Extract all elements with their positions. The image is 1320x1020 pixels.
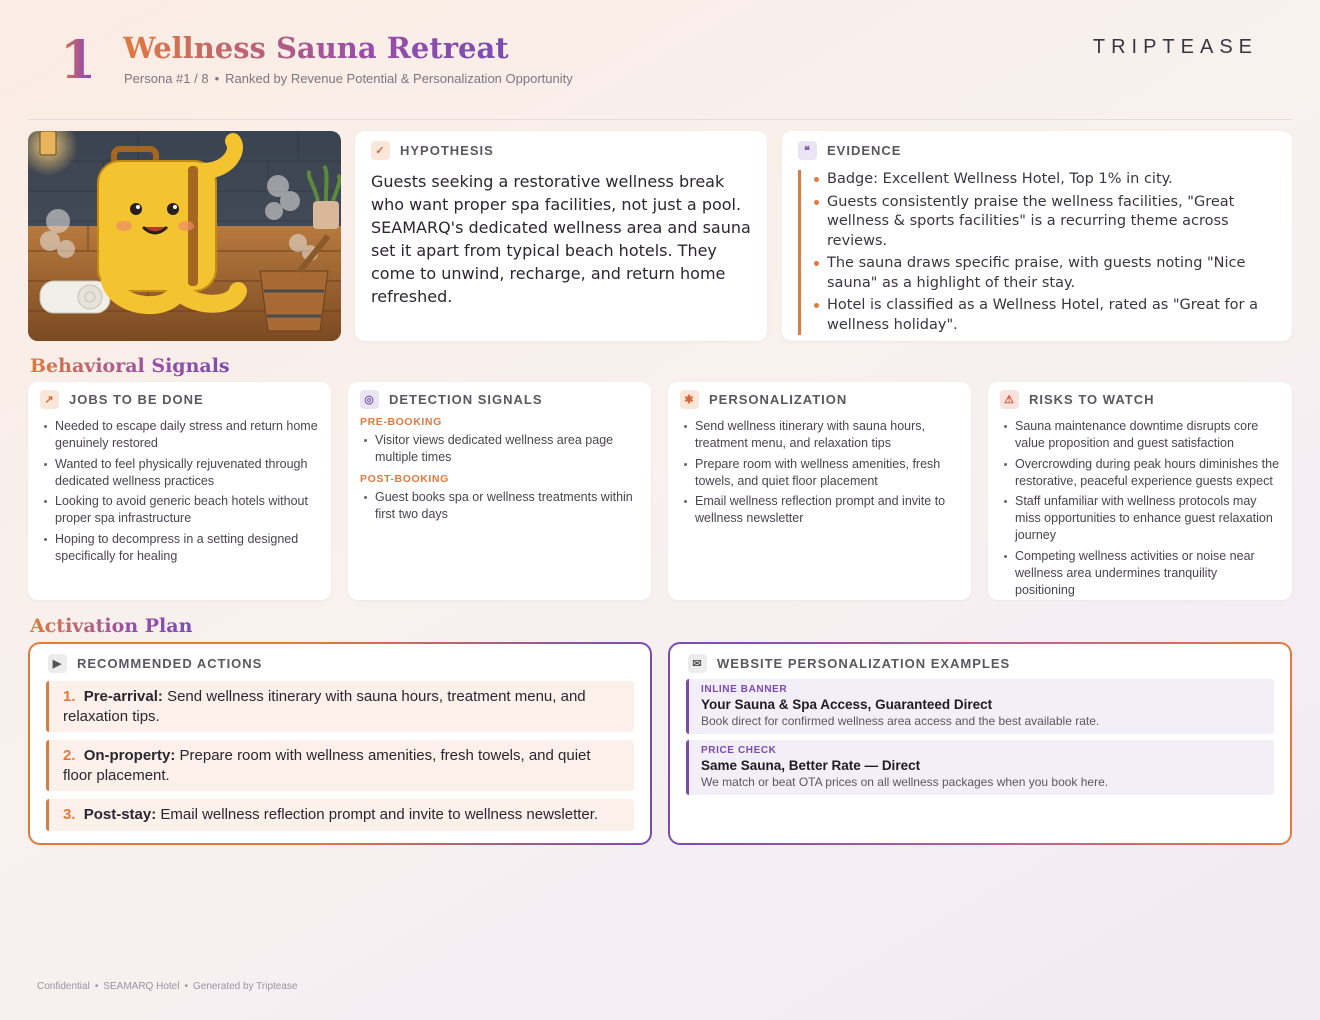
evidence-item: Badge: Excellent Wellness Hotel, Top 1% in city.	[813, 170, 1276, 190]
footer: Confidential • SEAMARQ Hotel • Generated by Triptease	[37, 981, 298, 992]
action-text: Email wellness reflection prompt and invite to wellness newsletter.	[160, 806, 599, 823]
detection-heading: DETECTION SIGNALS	[389, 392, 543, 407]
hypothesis-card	[355, 131, 767, 341]
page-subtitle: Persona #1 / 8 • Ranked by Revenue Potential & Personalization Opportunity	[124, 71, 573, 86]
list-item: Wanted to feel physically rejuvenated through dedicated wellness practices	[40, 456, 319, 490]
example-title: Same Sauna, Better Rate — Direct	[701, 758, 921, 773]
quote-icon: ❝	[798, 141, 817, 160]
example-description: We match or beat OTA prices on all wellness packages when you book here.	[701, 775, 1109, 789]
header-divider	[28, 119, 1292, 120]
post-booking-list	[360, 489, 639, 523]
evidence-item: The sauna draws specific praise, with guests noting "Nice sauna" as a highlight of their stay.	[813, 254, 1276, 293]
example-tag: INLINE BANNER	[701, 684, 788, 695]
detection-header	[360, 390, 639, 409]
example-title: Your Sauna & Spa Access, Guaranteed Direct	[701, 697, 993, 712]
list-item: Looking to avoid generic beach hotels without proper spa infrastructure	[40, 493, 319, 527]
sauna-mascot-illustration	[28, 131, 341, 341]
personalization-heading: PERSONALIZATION	[709, 392, 848, 407]
action-item	[46, 799, 634, 831]
evidence-item: Guests consistently praise the wellness facilities, "Great wellness & sports facilities" is a recurring theme across reviews.	[813, 193, 1276, 252]
action-number: 2.	[63, 747, 76, 764]
example-tag: PRICE CHECK	[701, 745, 777, 756]
personalization-list	[680, 418, 959, 527]
risks-list	[1000, 418, 1280, 599]
sparkle-icon: ✱	[680, 390, 699, 409]
arrow-up-right-icon: ↗	[40, 390, 59, 409]
website-header	[688, 654, 1274, 673]
actions-header	[48, 654, 634, 673]
list-item: Email wellness reflection prompt and invite to wellness newsletter	[680, 493, 959, 527]
jobs-heading: JOBS TO BE DONE	[69, 392, 204, 407]
action-item	[46, 681, 634, 732]
page-title: Wellness Sauna Retreat	[123, 31, 509, 65]
action-text: Prepare room with wellness amenities, fresh towels, and quiet floor placement.	[63, 747, 591, 784]
persona-number: 1	[60, 30, 100, 92]
behavioral-signals-title: Behavioral Signals	[30, 355, 230, 377]
action-text: Send wellness itinerary with sauna hours, treatment menu, and relaxation tips.	[63, 688, 586, 725]
footer-hotel: SEAMARQ Hotel	[103, 981, 180, 992]
envelope-icon: ✉	[688, 654, 707, 673]
footer-confidential: Confidential	[37, 981, 90, 992]
hypothesis-header	[371, 141, 751, 160]
list-item: Staff unfamiliar with wellness protocols may miss opportunities to enhance guest relaxation journey	[1000, 493, 1280, 544]
evidence-item: Hotel is classified as a Wellness Hotel, rated as "Great for a wellness holiday".	[813, 296, 1276, 335]
action-label: Pre-arrival:	[83, 688, 163, 705]
list-item: Visitor views dedicated wellness area page multiple times	[360, 432, 639, 466]
list-item: Competing wellness activities or noise near wellness area undermines tranquility positioning	[1000, 548, 1280, 599]
example-description: Book direct for confirmed wellness area access and the best available rate.	[701, 714, 1100, 728]
evidence-card	[782, 131, 1292, 341]
personalization-card	[668, 382, 971, 600]
action-label: Post-stay:	[83, 806, 157, 823]
website-personalization-card	[668, 642, 1292, 845]
evidence-header	[798, 141, 1276, 160]
hypothesis-heading: HYPOTHESIS	[400, 143, 494, 158]
list-item: Sauna maintenance downtime disrupts core value proposition and guest satisfaction	[1000, 418, 1280, 452]
risks-card	[988, 382, 1292, 600]
pre-booking-list	[360, 432, 639, 466]
risks-heading: RISKS TO WATCH	[1029, 392, 1155, 407]
website-heading: WEBSITE PERSONALIZATION EXAMPLES	[717, 656, 1011, 671]
evidence-list	[798, 170, 1276, 335]
warning-icon: ⚠	[1000, 390, 1019, 409]
risks-header	[1000, 390, 1280, 409]
personalization-header	[680, 390, 959, 409]
list-item: Guest books spa or wellness treatments within first two days	[360, 489, 639, 523]
hypothesis-text: Guests seeking a restorative wellness break who want proper spa facilities, not just a pool. SEAMARQ's dedicated wellness area and sauna set it apart from typical beach hotels. They come to unwind, recharge, and return home refreshed.	[371, 172, 751, 306]
jobs-to-be-done-card	[28, 382, 331, 600]
post-booking-label: POST-BOOKING	[360, 473, 449, 485]
actions-heading: RECOMMENDED ACTIONS	[77, 656, 263, 671]
activation-plan-title: Activation Plan	[30, 615, 193, 637]
jobs-header	[40, 390, 319, 409]
check-icon: ✓	[371, 141, 390, 160]
list-item: Needed to escape daily stress and return home genuinely restored	[40, 418, 319, 452]
list-item: Hoping to decompress in a setting designed specifically for healing	[40, 531, 319, 565]
action-number: 1.	[63, 688, 76, 705]
footer-generated: Generated by Triptease	[192, 981, 298, 992]
action-number: 3.	[63, 806, 76, 823]
detection-signals-card	[348, 382, 651, 600]
jobs-list	[40, 418, 319, 565]
brand-logo: TRIPTEASE	[1092, 36, 1258, 58]
list-item: Overcrowding during peak hours diminishes the restorative, peaceful experience guests expect	[1000, 456, 1280, 490]
list-item: Send wellness itinerary with sauna hours, treatment menu, and relaxation tips	[680, 418, 959, 452]
pre-booking-label: PRE-BOOKING	[360, 416, 442, 428]
inline-banner-example	[686, 679, 1274, 734]
evidence-heading: EVIDENCE	[827, 143, 902, 158]
recommended-actions-card	[28, 642, 652, 845]
play-icon: ▶	[48, 654, 67, 673]
list-item: Prepare room with wellness amenities, fresh towels, and quiet floor placement	[680, 456, 959, 490]
price-check-example	[686, 740, 1274, 795]
persona-rank: Persona #1 / 8	[124, 71, 209, 86]
ranking-note: Ranked by Revenue Potential & Personalization Opportunity	[225, 71, 573, 86]
action-label: On-property:	[83, 747, 176, 764]
action-item	[46, 740, 634, 791]
target-icon: ◎	[360, 390, 379, 409]
